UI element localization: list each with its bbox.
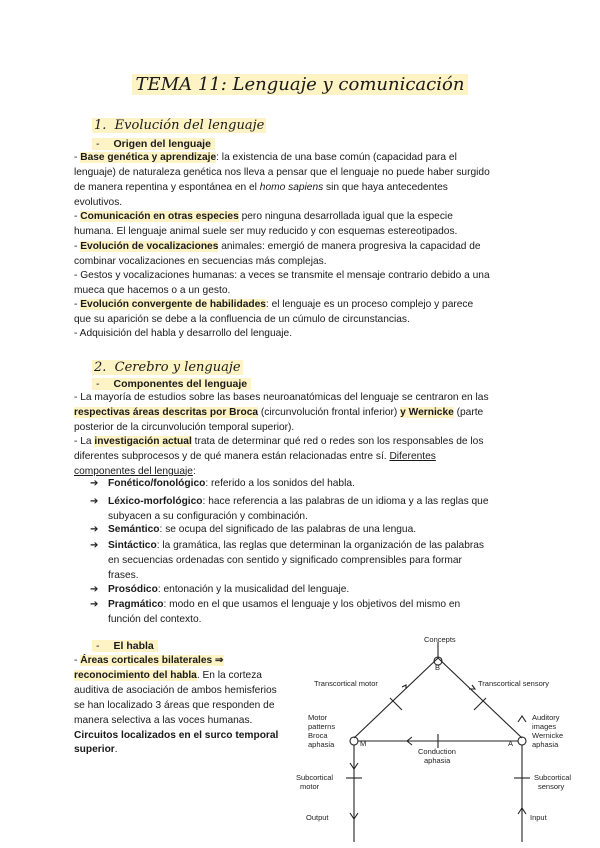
component-prosodico: Prosódico: entonación y la musicalidad del lenguaje.: [108, 584, 350, 595]
wernicke-lichtheim-diagram: [292, 630, 592, 848]
arrow-bullet: ➔: [90, 540, 99, 551]
label-transcortical-motor: Transcortical motor: [314, 679, 378, 688]
label-wernicke-aphasia: aphasia: [532, 740, 559, 749]
arrow-bullet: ➔: [90, 524, 99, 535]
component-fonetico: Fonético/fonológico: referido a los sonidos del habla.: [108, 478, 355, 489]
label-conduction: Conduction: [418, 747, 456, 756]
page-title: TEMA 11: Lenguaje y comunicación: [0, 74, 600, 95]
label-transcortical-sensory: Transcortical sensory: [478, 679, 549, 688]
label-broca-aphasia: aphasia: [308, 740, 335, 749]
label-motor-2: motor: [300, 782, 320, 791]
label-b: B: [435, 663, 441, 672]
label-subcortical-motor: Subcortical: [296, 773, 334, 782]
component-pragmatico: Pragmático: modo en el que usamos el lenguaje y los objetivos del mismo en función del contexto.: [108, 599, 461, 625]
paragraph-base-genetica: - Base genética y aprendizaje: la existencia de una base común (capacidad para el lenguaje) de naturaleza genética nos lleva a pensar que el lenguaje no puede haber surgido de manera repentina y espontánea en el homo sapiens sin que haya antecedentes evolutivos.: [74, 152, 490, 208]
label-auditory: Auditory: [532, 713, 560, 722]
section2-heading: 2. Cerebro y lenguaje: [94, 360, 241, 375]
label-sensory: sensory: [538, 782, 565, 791]
paragraph-adquisicion: - Adquisición del habla y desarrollo del lenguaje.: [74, 328, 293, 339]
label-input: Input: [530, 813, 547, 822]
label-concepts: Concepts: [424, 635, 456, 644]
label-broca: Broca: [308, 731, 328, 740]
section1-heading: 1. Evolución del lenguaje: [94, 118, 265, 133]
paragraph-comunicacion-especies: - Comunicación en otras especies pero ninguna desarrollada igual que la especie humana. El lenguaje animal suele ser muy reducido y con esquemas estereotipados.: [74, 211, 458, 237]
label-subcortical-sensory: Subcortical: [534, 773, 572, 782]
label-motor: Motor: [308, 713, 328, 722]
label-images: images: [532, 722, 557, 731]
component-lexico: Léxico-morfológico: hace referencia a las palabras de un idioma y a las reglas que subyacen a su configuración y combinación.: [108, 496, 489, 522]
paragraph-vocalizaciones: - Evolución de vocalizaciones animales: emergió de manera progresiva la capacidad de combinar vocalizaciones en secuencias más complejas.: [74, 241, 481, 267]
paragraph-investigacion-actual: - La investigación actual trata de determinar qué red o redes son los responsables de los diferentes subprocesos y de qué manera están relacionadas entre sí. Diferentes componentes del lenguaje:: [74, 436, 484, 477]
arrow-bullet: ➔: [90, 599, 99, 610]
paragraph-broca-wernicke: - La mayoría de estudios sobre las bases neuroanatómicas del lenguaje se centraron en las respectivas áreas descritas por Broca (circunvolución frontal inferior) y Wernicke (parte posterior de la circunvolución temporal superior).: [74, 392, 489, 433]
arrow-bullet: ➔: [90, 496, 99, 507]
habla-subheading: - El habla: [92, 640, 158, 652]
component-sintactico: Sintáctico: la gramática, las reglas que determinan la organización de las palabras en secuencias ordenadas con sentido y significado comprensibles para formar frases.: [108, 540, 485, 581]
section2-subheading: - Componentes del lenguaje: [92, 378, 251, 390]
paragraph-evolucion-convergente: - Evolución convergente de habilidades: el lenguaje es un proceso complejo y parece que su aparición se debe a la confluencia de un cúmulo de circunstancias.: [74, 299, 474, 325]
section1-subheading: - Origen del lenguaje: [92, 138, 215, 150]
label-output: Output: [306, 813, 329, 822]
arrow-bullet: ➔: [90, 478, 99, 489]
label-conduction-aphasia: aphasia: [424, 756, 451, 765]
component-semantico: Semántico: se ocupa del significado de las palabras de una lengua.: [108, 524, 417, 535]
label-a: A: [508, 739, 514, 748]
label-wernicke: Wernicke: [532, 731, 564, 740]
paragraph-gestos: - Gestos y vocalizaciones humanas: a veces se transmite el mensaje contrario debido a una mueca que hacemos o a un gesto.: [74, 270, 490, 296]
arrow-bullet: ➔: [90, 584, 99, 595]
label-patterns: patterns: [308, 722, 336, 731]
label-m: M: [360, 739, 367, 748]
paragraph-habla: - Áreas corticales bilaterales ⇒ reconocimiento del habla. En la corteza auditiva de asociación de ambos hemisferios se han localizado 3 áreas que responden de manera selectiva a las voces humanas. Circuitos localizados en el surco temporal superior.: [74, 655, 279, 756]
